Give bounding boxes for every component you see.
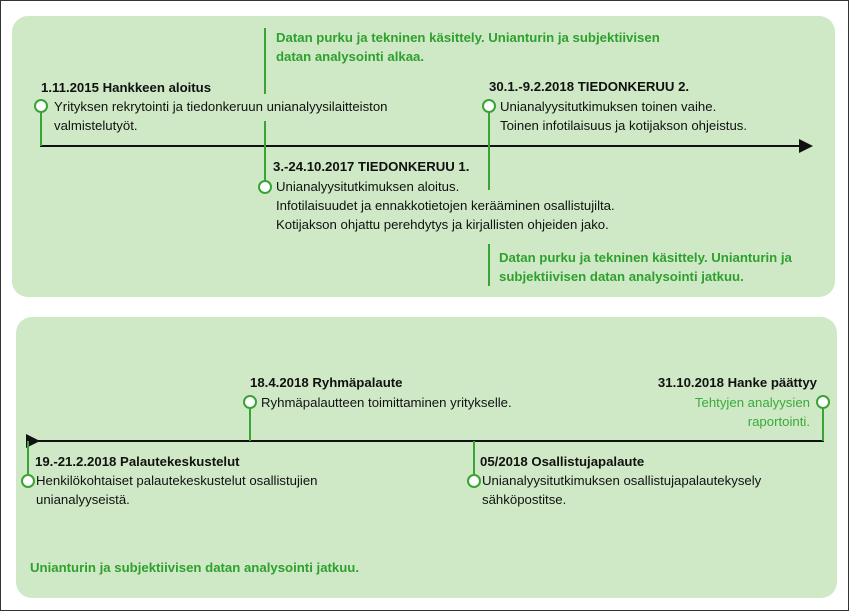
arrow-right-icon (799, 139, 813, 153)
event-marker-collection-1 (258, 180, 272, 194)
event-desc-collection-2-line2: Toinen infotilaisuus ja kotijakson ohjeistus. (500, 118, 748, 133)
event-marker-start (34, 99, 48, 113)
note-top-line2: datan analysointi alkaa. (276, 49, 425, 64)
timeline-axis-2 (27, 440, 824, 442)
event-desc-collection-1-line3: Kotijakson ohjattu perehdytys ja kirjallisten ohjeiden jako. (276, 217, 609, 232)
event-desc-collection-1-line1: Unianalyysitutkimuksen aloitus. (276, 179, 460, 194)
event-desc-feedback-line2: unianalyyseistä. (36, 492, 130, 507)
event-title-group: 18.4.2018 Ryhmäpalaute (250, 375, 403, 390)
event-desc-start-line1: Yrityksen rekrytointi ja tiedonkeruun unianalyysilaitteiston (54, 99, 388, 114)
event-title-end: 31.10.2018 Hanke päättyy (657, 375, 817, 390)
event-desc-participant-line1: Unianalyysitutkimuksen osallistujapalautekysely (482, 473, 762, 488)
connector-collection-2 (488, 112, 490, 190)
event-desc-group-line1: Ryhmäpalautteen toimittaminen yritykselle. (261, 395, 512, 410)
timeline-axis-1 (40, 145, 800, 147)
event-desc-end-line2: raportointi. (747, 414, 810, 429)
event-desc-collection-1-line2: Infotilaisuudet ja ennakkotietojen kerääminen osallistujilta. (276, 198, 615, 213)
note-bottom-line1: Datan purku ja tekninen käsittely. Unianturin ja (499, 250, 792, 265)
connector-note-top (264, 28, 266, 94)
event-marker-collection-2 (482, 99, 496, 113)
note-bottom-line2: subjektiivisen datan analysointi jatkuu. (499, 269, 744, 284)
event-marker-group (243, 395, 257, 409)
event-desc-collection-2-line1: Unianalyysitutkimuksen toinen vaihe. (500, 99, 717, 114)
note-panel-2: Unianturin ja subjektiivisen datan analysointi jatkuu. (30, 560, 360, 575)
event-marker-feedback (21, 474, 35, 488)
event-title-collection-1: 3.-24.10.2017 TIEDONKERUU 1. (273, 159, 470, 174)
event-desc-start-line2: valmistelutyöt. (54, 118, 138, 133)
connector-collection-1 (264, 121, 266, 181)
event-title-participant: 05/2018 Osallistujapalaute (480, 454, 645, 469)
event-marker-participant (467, 474, 481, 488)
connector-group (249, 408, 251, 441)
event-title-start: 1.11.2015 Hankkeen aloitus (41, 80, 212, 95)
event-desc-end-line1: Tehtyjen analyysien (694, 395, 810, 410)
event-title-collection-2: 30.1.-9.2.2018 TIEDONKERUU 2. (489, 79, 690, 94)
event-desc-participant-line2: sähköpostitse. (482, 492, 567, 507)
connector-note-bottom (488, 244, 490, 286)
connector-feedback (27, 441, 29, 474)
event-desc-feedback-line1: Henkilökohtaiset palautekeskustelut osallistujien (36, 473, 318, 488)
event-title-feedback: 19.-21.2.2018 Palautekeskustelut (35, 454, 240, 469)
connector-participant (473, 441, 475, 474)
connector-start (40, 112, 42, 146)
event-marker-end (816, 395, 830, 409)
note-top-line1: Datan purku ja tekninen käsittely. Unianturin ja subjektiivisen (276, 30, 660, 45)
connector-end (822, 408, 824, 441)
